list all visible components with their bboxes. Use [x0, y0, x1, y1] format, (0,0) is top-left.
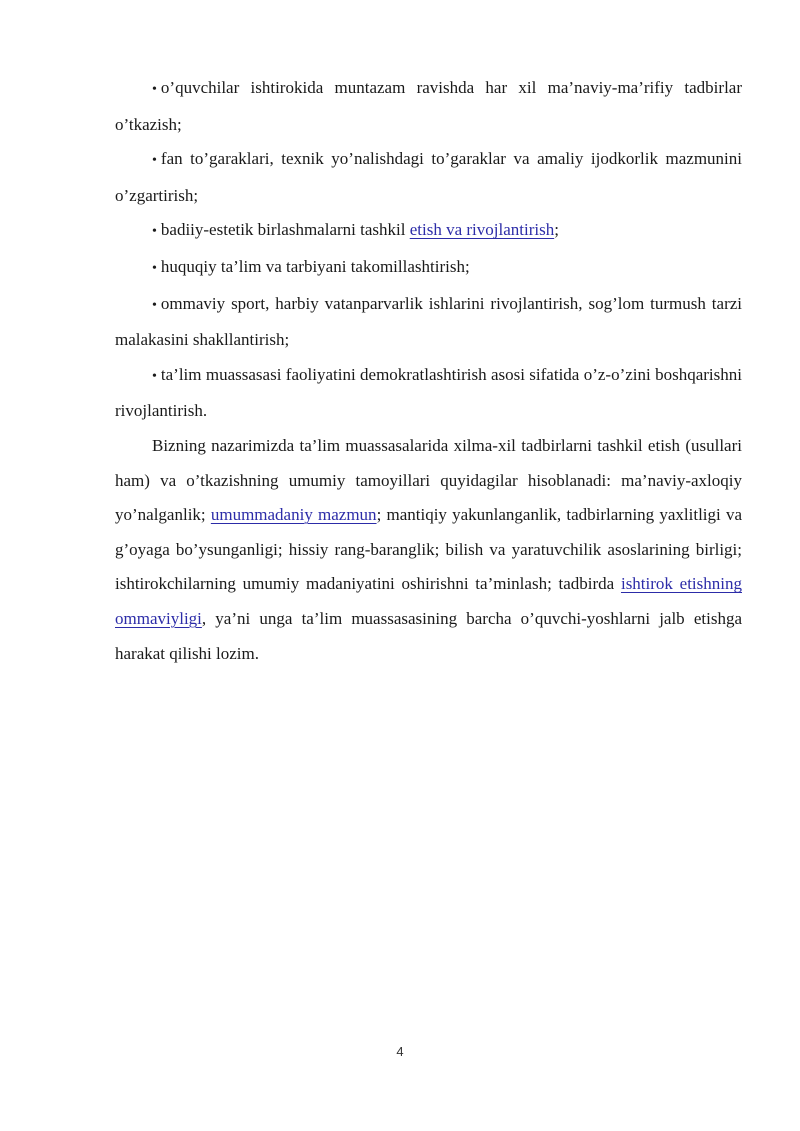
bullet-mark: • [152, 153, 157, 169]
page-number: 4 [396, 1044, 404, 1059]
paragraph-text: Bizning nazarimizda ta’lim muassasalarida xilma-xil tadbirlarni tashkil etish (usullari ham) va o’tkazishning umumiy tamoyillari quyidagilar hisoblanadi: ma’naviy-axloqiy yo’nalganlik; [115, 435, 742, 525]
document-body [115, 71, 742, 671]
bullet-mark: • [152, 224, 157, 240]
paragraph-text: , ya’ni unga ta’lim muassasasining barcha o’quvchi-yoshlarni jalb etishga harakat qilishi lozim. [115, 608, 742, 663]
bullet-text: badiiy-estetik birlashmalarni tashkil [160, 220, 410, 240]
bullet-item [115, 358, 742, 429]
bullet-mark: • [152, 82, 157, 97]
bullet-text: fan to’garaklari, texnik yo’nalishdagi to’garaklar va amaliy ijodkorlik mazmunini o’zgartirish; [115, 149, 742, 205]
hyperlink-umummadaniy-mazmun[interactable]: umummadaniy mazmun [210, 505, 377, 525]
hyperlink-etish-va-rivojlantirish[interactable]: etish va rivojlantirish [409, 220, 555, 240]
bullet-item [115, 213, 742, 250]
bullet-text: ommaviy sport, harbiy vatanparvarlik ishlarini rivojlantirish, sog’lom turmush tarzi malakasini shakllantirish; [115, 293, 742, 350]
bullet-item [115, 142, 742, 213]
bullet-item [115, 71, 742, 142]
hyperlink-ishtirok-etishning-ommaviyligi[interactable]: ishtirok etishning ommaviyligi [115, 574, 742, 628]
bullet-text-tail: ; [554, 220, 559, 240]
bullet-mark: • [152, 297, 157, 313]
bullet-mark: • [152, 368, 157, 384]
bullet-text: huquqiy ta’lim va tarbiyani takomillashtirish; [160, 256, 470, 276]
bullet-item [115, 287, 742, 358]
main-paragraph [115, 429, 742, 671]
bullet-text: o’quvchilar ishtirokida muntazam ravishda har xil ma’naviy-ma’rifiy tadbirlar o’tkazish; [115, 78, 742, 134]
bullet-mark: • [152, 260, 157, 276]
bullet-item [115, 250, 742, 287]
bullet-text: ta’lim muassasasi faoliyatini demokratlashtirish asosi sifatida o’z-o’zini boshqarishni rivojlantirish. [115, 364, 742, 421]
paragraph-text: ; mantiqiy yakunlanganlik, tadbirlarning yaxlitligi va g’oyaga bo’ysunganligi; hissiy rang-baranglik; bilish va yaratuvchilik asoslarining birligi; ishtirokchilarning umumiy madaniyatini oshirishni ta’minlash; tadbirda [115, 505, 742, 594]
